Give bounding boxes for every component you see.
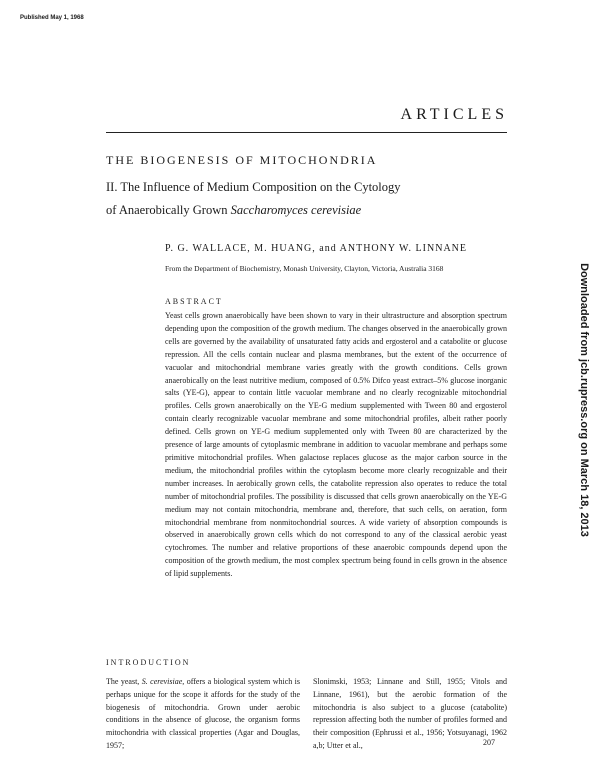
authors: P. G. WALLACE, M. HUANG, and ANTHONY W. LINNANE — [165, 243, 467, 254]
introduction-left-column — [106, 676, 300, 753]
species-name: Saccharomyces cerevisiae — [230, 203, 362, 217]
article-subtitle-line1: II. The Influence of Medium Composition on the Cytology — [106, 180, 401, 194]
introduction-heading: INTRODUCTION — [106, 658, 191, 667]
affiliation: From the Department of Biochemistry, Monash University, Clayton, Victoria, Australia 3168 — [165, 264, 444, 273]
intro-species: S. cerevisiae — [141, 677, 183, 686]
intro-left-text: , offers a biological system which is perhaps unique for the scope it affords for the study of the biogenesis of mitochondria. Grown under aerobic conditions in the absence of glucose, the organism forms mitochondria with classical properties (Agar and Douglas, 1957; — [106, 677, 301, 750]
download-watermark: Downloaded from jcb.rupress.org on March 18, 2013 — [578, 263, 590, 537]
section-label: ARTICLES — [400, 106, 508, 123]
intro-prefix: The yeast, — [106, 677, 142, 686]
page-number: 207 — [483, 738, 495, 747]
abstract-heading: ABSTRACT — [165, 297, 223, 306]
subtitle-prefix: of Anaerobically Grown — [106, 203, 231, 217]
article-title: THE BIOGENESIS OF MITOCHONDRIA — [106, 153, 378, 167]
article-subtitle-line2 — [106, 203, 361, 218]
abstract-text: Yeast cells grown anaerobically have been shown to vary in their ultrastructure and absorption spectrum depending upon the composition of the growth medium. The changes observed in the anaerobically grown cells are governed by the availability of unsaturated fatty acids and ergosterol and a catabolite or glucose repression. All the cells contain nuclear and plasma membranes, but the extent of the occurrence of vacuolar and mitochondrial membrane varies greatly with the growth conditions. Cells grown anaerobically on the least nutritive medium, composed of 0.5% Difco yeast extract–5% glucose inorganic salts (YE-G), appear to contain little vacuolar membrane and no clearly recognizable mitochondrial profiles. Cells grown anaerobically on the YE-G medium supplemented with Tween 80 and ergosterol contain clearly recognizable vacuolar membrane and some mitochondrial profiles, albeit rather poorly defined. Cells grown on YE-G medium supplemented only with Tween 80 are characterized by the presence of large amounts of cytoplasmic membrane in addition to vacuolar membrane and perhaps some primitive mitochondrial profiles. When galactose replaces glucose as the major carbon source in the medium, the mitochondrial profiles within the cytoplasm become more clearly recognizable and their number increases. In aerobically grown cells, the catabolite repression also operates to reduce the total number of mitochondrial profiles. The possibility is discussed that cells grown anaerobically on the YE-G medium may not contain mitochondria, membrane and, therefore, that such cells, on aeration, form mitochondrial membrane from nonmitochondrial sources. A wide variety of absorption compounds is observed in anaerobically grown cells which do not correspond to any of the classical aerobic yeast cytochromes. The number and relative proportions of these anaerobic compounds depend upon the composition of the growth medium, the most complex spectrum being found in cells grown in the absence of lipid supplements. — [165, 311, 507, 579]
introduction-right-column: Slonimski, 1953; Linnane and Still, 1955; Vitols and Linnane, 1961), but the aerobic formation of the mitochondria is also subject to a glucose (catabolite) repression affecting both the number of profiles formed and their composition (Ephrussi et al., 1956; Yotsuyanagi, 1962 a,b; Utter et al., — [313, 677, 507, 750]
header-rule — [106, 132, 507, 133]
published-date: Published May 1, 1968 — [20, 15, 84, 21]
